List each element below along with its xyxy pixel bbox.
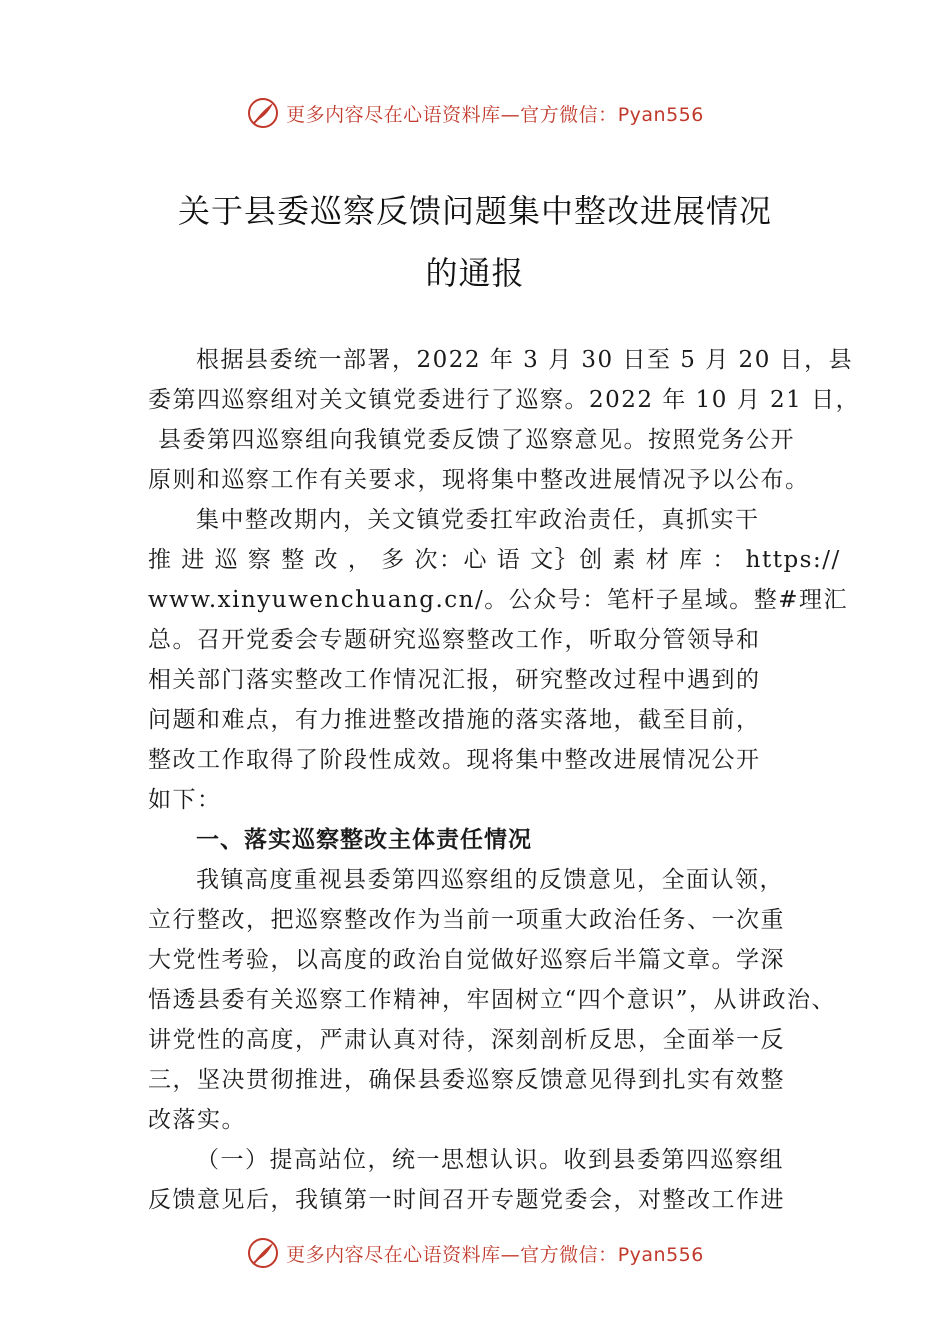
document-title-line-2: 的通报 [425, 254, 525, 292]
paragraph-line: 总。召开党委会专题研究巡察整改工作，听取分管领导和 [148, 627, 761, 653]
paragraph-line: 三，坚决贯彻推进，确保县委巡察反馈意见得到扎实有效整 [148, 1067, 785, 1093]
paragraph-line: 根据县委统一部署，2022 年 3 月 30 日至 5 月 20 日，县 [196, 347, 854, 373]
paragraph-line: 委第四巡察组对关文镇党委进行了巡察。2022 年 10 月 21 日， [148, 387, 861, 413]
watermark-banner-bottom [0, 1233, 950, 1273]
paragraph-line: 大党性考验，以高度的政治自觉做好巡察后半篇文章。学深 [148, 947, 785, 973]
section-heading: 一、落实巡察整改主体责任情况 [196, 827, 532, 853]
paragraph-line: 相关部门落实整改工作情况汇报，研究整改过程中遇到的 [148, 667, 761, 693]
paragraph-line: 悟透县委有关巡察工作精神，牢固树立“四个意识”，从讲政治、 [148, 987, 837, 1013]
paragraph-line: 推 进 巡 察 整 改 ， 多 次：心 语 文｝创 素 材 库 ： https:// [148, 547, 841, 573]
paragraph-line: 集中整改期内，关文镇党委扛牢政治责任，真抓实干 [196, 507, 760, 533]
watermark-text: 更多内容尽在心语资料库—官方微信：Pyan556 [286, 1243, 704, 1266]
paragraph-line: 改落实。 [148, 1107, 246, 1133]
quill-logo-icon [246, 96, 280, 130]
quill-logo-icon [246, 1236, 280, 1270]
paragraph-line: 县委第四巡察组向我镇党委反馈了巡察意见。按照党务公开 [158, 427, 795, 453]
paragraph-line: 如下： [148, 787, 222, 813]
paragraph-line: 反馈意见后，我镇第一时间召开专题党委会，对整改工作进 [148, 1187, 785, 1213]
paragraph-line: 讲党性的高度，严肃认真对待，深刻剖析反思，全面举一反 [148, 1027, 785, 1053]
watermark-banner-top [0, 93, 950, 133]
paragraph-line: www.xinyuwenchuang.cn/。公众号：笔杆子星域。整#理汇 [148, 587, 848, 613]
paragraph-line: 立行整改，把巡察整改作为当前一项重大政治任务、一次重 [148, 907, 785, 933]
subsection-lead-line: （一）提高站位，统一思想认识。收到县委第四巡察组 [196, 1147, 784, 1173]
paragraph-line: 问题和难点，有力推进整改措施的落实落地，截至目前， [148, 707, 761, 733]
paragraph-line: 整改工作取得了阶段性成效。现将集中整改进展情况公开 [148, 747, 761, 773]
document-body [148, 340, 861, 1220]
document-title-line-1: 关于县委巡察反馈问题集中整改进展情况 [177, 192, 772, 230]
watermark-text: 更多内容尽在心语资料库—官方微信：Pyan556 [286, 103, 704, 126]
paragraph-line: 我镇高度重视县委第四巡察组的反馈意见，全面认领， [196, 867, 784, 893]
paragraph-line: 原则和巡察工作有关要求，现将集中整改进展情况予以公布。 [148, 467, 810, 493]
